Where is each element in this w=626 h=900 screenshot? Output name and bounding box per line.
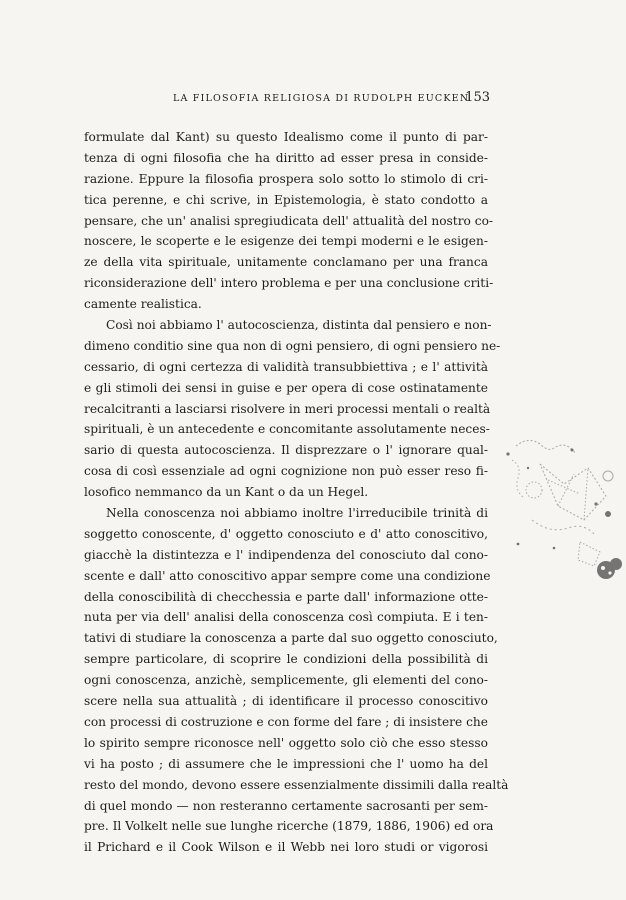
text-line: pre. Il Volkelt nelle sue lunghe ricerche (1879, 1886, 1906) ed ora	[84, 819, 494, 834]
text-line: scere nella sua attualità ; di identificare il processo conoscitivo	[84, 694, 488, 709]
text-line: di quel mondo — non resteranno certamente sacrosanti per sem-	[84, 798, 488, 813]
text-line: con processi di costruzione e con forme del fare ; di insistere che	[84, 714, 488, 729]
text-line: cosa di così essenziale ad ogni cognizione non può esser reso fi-	[84, 464, 488, 479]
text-line: ze della vita spirituale, unitamente conclamano per una franca	[84, 255, 488, 270]
text-line: pensare, che un' analisi spregiudicata dell' attualità del nostro co-	[84, 213, 494, 228]
text-line: soggetto conoscente, d' oggetto conosciuto e d' atto conoscitivo,	[84, 526, 488, 541]
page-number: 153	[465, 90, 490, 105]
text-line: tativi di studiare la conoscenza a parte dal suo oggetto conosciuto,	[84, 631, 498, 646]
library-stamp-icon	[488, 424, 626, 592]
text-line: noscere, le scoperte e le esigenze dei tempi moderni e le esigen-	[84, 234, 488, 249]
text-line: vi ha posto ; di assumere che le impressioni che l' uomo ha del	[84, 756, 488, 771]
text-line: formulate dal Kant) su questo Idealismo come il punto di par-	[84, 130, 488, 144]
text-line: dimeno conditio sine qua non di ogni pensiero, di ogni pensiero ne-	[84, 338, 501, 353]
text-line: razione. Eppure la filosofia prospera solo sotto lo stimolo di cri-	[84, 171, 488, 186]
running-head-title: LA FILOSOFIA RELIGIOSA DI RUDOLPH EUCKEN	[173, 93, 470, 104]
text-line: il Prichard e il Cook Wilson e il Webb nei loro studi or vigorosi	[84, 840, 488, 855]
text-line: losofico nemmanco da un Kant o da un Hegel.	[84, 485, 369, 500]
text-line: camente realistica.	[84, 297, 202, 312]
text-line: cessario, di ogni certezza di validità transubbiettiva ; e l' attività	[84, 359, 488, 374]
text-line: giacchè la distintezza e l' indipendenza del conosciuto dal cono-	[84, 547, 488, 562]
text-line: Nella conoscenza noi abbiamo inoltre l'irreducibile trinità di	[106, 506, 488, 521]
text-line: nuta per via dell' analisi della conoscenza così compiuta. E i ten-	[84, 610, 488, 625]
text-line: recalcitranti a lasciarsi risolvere in meri processi mentali o realtà	[84, 401, 491, 416]
text-line: tica perenne, e chi scrive, in Epistemologia, è stato condotto a	[84, 192, 488, 207]
text-line: sario di questa autocoscienza. Il disprezzare o l' ignorare qual-	[84, 443, 488, 458]
text-line: scente e dall' atto conoscitivo appar sempre come una condizione	[84, 568, 491, 583]
running-head	[85, 89, 490, 109]
text-line: tenza di ogni filosofia che ha diritto ad esser presa in conside-	[84, 150, 488, 165]
body-text	[84, 127, 509, 858]
text-line: spirituali, è un antecedente e concomitante assolutamente neces-	[84, 422, 490, 437]
text-line: ogni conoscenza, anzichè, semplicemente, gli elementi del cono-	[84, 673, 488, 688]
text-line: Così noi abbiamo l' autocoscienza, distinta dal pensiero e non-	[106, 318, 492, 333]
text-line: della conoscibilità di checchessia e parte dall' informazione otte-	[84, 589, 488, 604]
text-line: e gli stimoli dei sensi in guise e per opera di cose ostinatamente	[84, 380, 488, 395]
text-line: riconsiderazione dell' intero problema e per una conclusione criti-	[84, 276, 494, 291]
text-line: resto del mondo, devono essere essenzialmente dissimili dalla realtà	[84, 777, 509, 792]
text-line: lo spirito sempre riconosce nell' oggetto solo ciò che esso stesso	[84, 735, 488, 750]
text-line: sempre particolare, di scoprire le condizioni della possibilità di	[84, 652, 488, 667]
